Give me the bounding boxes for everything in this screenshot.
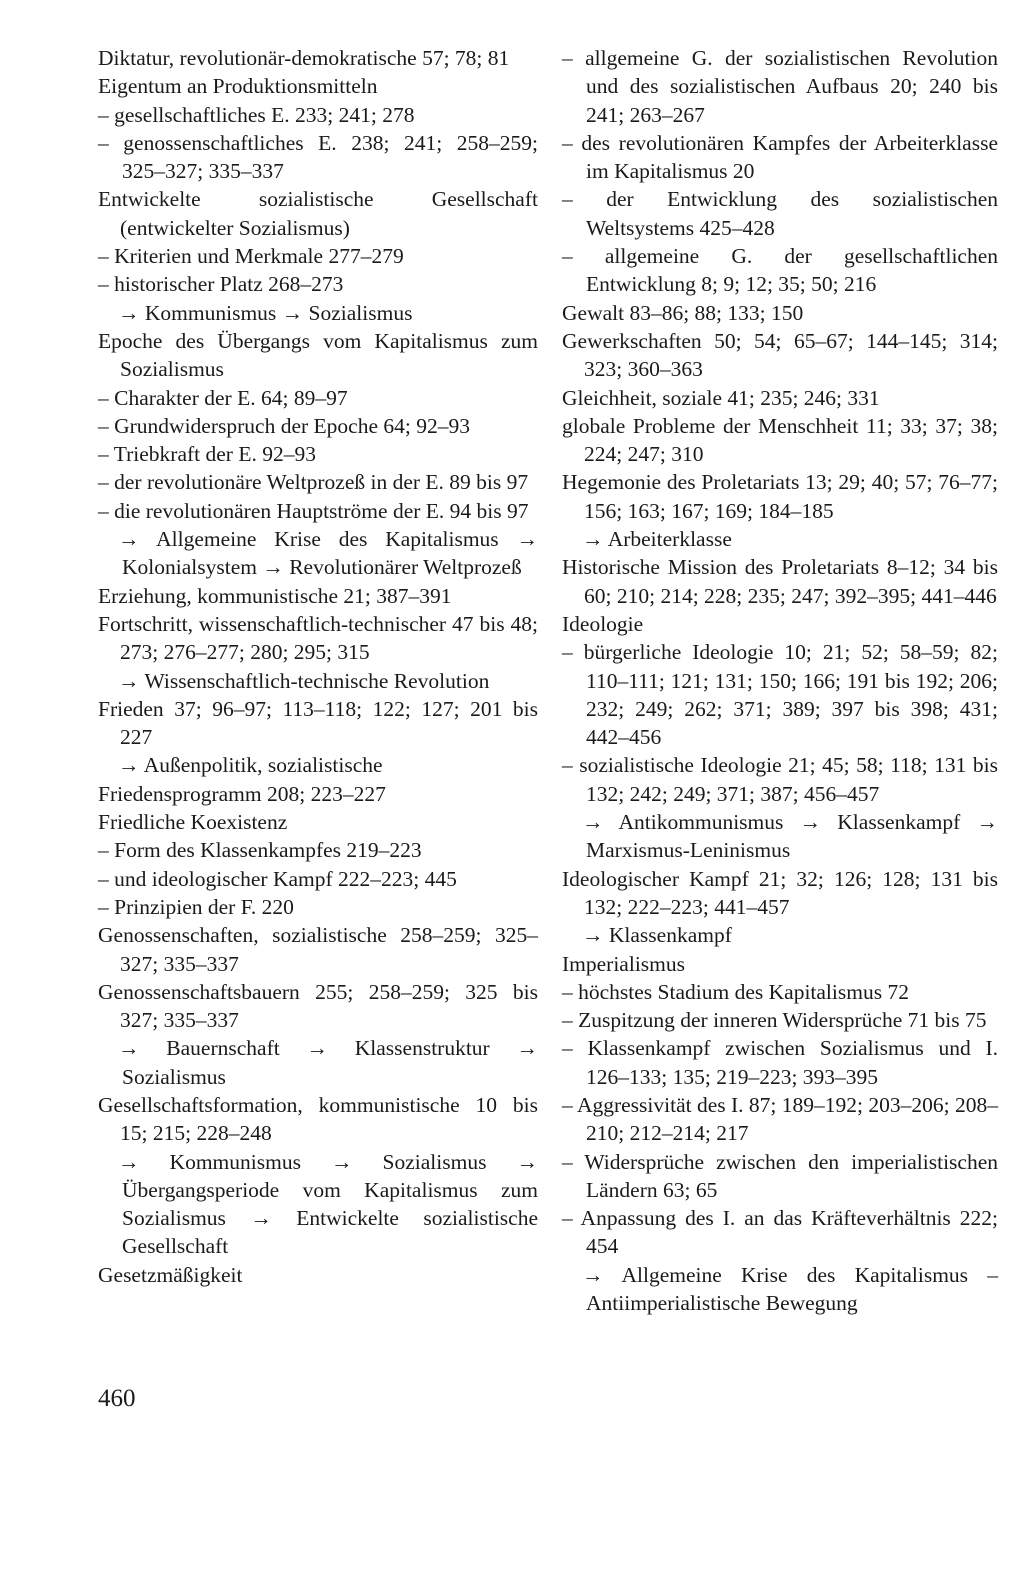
index-entry: Entwickelte sozialistische Gesellschaft (entwickelter Sozialismus) [98,187,538,240]
index-cross-reference: → Außenpolitik, sozialistische [118,753,383,778]
index-entry: Gesellschaftsformation, kommunistische 10 bis 15; 215; 228–248 [98,1092,538,1146]
index-cross-reference: → Kommunismus → Sozialismus → Übergangsperiode vom Kapitalismus zum Sozialismus → Entwickelte sozialistische Gesellschaft [118,1149,538,1259]
index-cross-reference: → Klassenkampf [582,923,732,948]
index-entry: globale Probleme der Menschheit 11; 33; 37; 38; 224; 247; 310 [562,413,998,467]
index-entry: Epoche des Übergangs vom Kapitalismus zum Sozialismus [98,328,538,382]
index-subentry: – Zuspitzung der inneren Widersprüche 71 bis 75 [562,1008,987,1033]
index-subentry: – Widersprüche zwischen den imperialistischen Ländern 63; 65 [562,1149,998,1202]
index-entry: Diktatur, revolutionär-demokratische 57; 78; 81 [98,46,510,70]
index-column-right [562,44,998,1317]
index-entry: Ideologischer Kampf 21; 32; 126; 128; 131 bis 132; 222–223; 441–457 [562,866,998,919]
index-subentry: – sozialistische Ideologie 21; 45; 58; 118; 131 bis 132; 242; 249; 371; 387; 456–457 [562,753,998,806]
index-cross-reference: → Allgemeine Krise des Kapitalismus – Antiimperialistische Bewegung [582,1262,998,1316]
page-number: 460 [98,1385,136,1412]
index-entry: Friedensprogramm 208; 223–227 [98,781,386,806]
index-entry: Eigentum an Produktionsmitteln [98,74,378,99]
index-subentry: – der revolutionäre Weltprozeß in der E. 89 bis 97 [98,470,529,495]
index-subentry: – Form des Klassenkampfes 219–223 [98,838,422,863]
index-subentry: – Charakter der E. 64; 89–97 [98,385,348,410]
index-entry: Hegemonie des Proletariats 13; 29; 40; 57; 76–77; 156; 163; 167; 169; 184–185 [562,470,998,523]
index-entry: Gesetzmäßigkeit [98,1262,243,1287]
index-subentry: – Anpassung des I. an das Kräfteverhältnis 222; 454 [562,1206,998,1259]
index-entry: Erziehung, kommunistische 21; 387–391 [98,583,452,608]
index-entry: Gleichheit, soziale 41; 235; 246; 331 [562,385,880,410]
index-subentry: – Aggressivität des I. 87; 189–192; 203–206; 208–210; 212–214; 217 [562,1092,998,1146]
index-cross-reference: → Wissenschaftlich-technische Revolution [118,668,490,693]
index-entry: Fortschritt, wissenschaftlich-technischer 47 bis 48; 273; 276–277; 280; 295; 315 [98,611,538,665]
index-column-left [98,44,538,1289]
index-entry: Ideologie [562,611,644,636]
index-subentry: – gesellschaftliches E. 233; 241; 278 [98,102,415,127]
index-cross-reference: → Arbeiterklasse [582,527,732,552]
index-subentry: – des revolutionären Kampfes der Arbeiterklasse im Kapitalismus 20 [562,130,998,184]
index-subentry: – Triebkraft der E. 92–93 [98,442,316,467]
index-subentry: – genossenschaftliches E. 238; 241; 258–259; 325–327; 335–337 [98,130,538,184]
index-cross-reference: → Antikommunismus → Klassenkampf → Marxismus-Leninismus [582,810,998,863]
index-subentry: – Kriterien und Merkmale 277–279 [98,244,404,269]
index-entry: Friedliche Koexistenz [98,810,288,835]
index-subentry: – historischer Platz 268–273 [98,272,344,297]
index-subentry: – Klassenkampf zwischen Sozialismus und I. 126–133; 135; 219–223; 393–395 [562,1036,998,1089]
index-subentry: – höchstes Stadium des Kapitalismus 72 [562,979,909,1004]
index-subentry: – allgemeine G. der sozialistischen Revolution und des sozialistischen Aufbaus 20; 240 bis 241; 263–267 [562,46,998,127]
index-entry: Historische Mission des Proletariats 8–12; 34 bis 60; 210; 214; 228; 235; 247; 392–395; 441–446 [562,555,998,608]
index-entry: Frieden 37; 96–97; 113–118; 122; 127; 201 bis 227 [98,696,538,750]
index-cross-reference: → Kommunismus → Sozialismus [118,300,413,325]
index-entry: Genossenschaftsbauern 255; 258–259; 325 bis 327; 335–337 [98,979,538,1033]
index-cross-reference: → Bauernschaft → Klassenstruktur → Sozialismus [118,1036,538,1089]
index-subentry: – allgemeine G. der gesellschaftlichen Entwicklung 8; 9; 12; 35; 50; 216 [562,244,998,297]
index-subentry: – und ideologischer Kampf 222–223; 445 [98,866,457,891]
index-subentry: – bürgerliche Ideologie 10; 21; 52; 58–59; 82; 110–111; 121; 131; 150; 166; 191 bis 192; 206; 232; 249; 262; 371; 389; 397 bis 398; 431; 442–456 [562,640,998,750]
index-subentry: – Prinzipien der F. 220 [98,894,294,919]
index-entry: Imperialismus [562,951,686,976]
index-entry: Gewerkschaften 50; 54; 65–67; 144–145; 314; 323; 360–363 [562,328,998,382]
index-entry: Gewalt 83–86; 88; 133; 150 [562,300,804,325]
index-subentry: – die revolutionären Hauptströme der E. 94 bis 97 [98,498,529,523]
index-subentry: – der Entwicklung des sozialistischen Weltsystems 425–428 [562,187,998,240]
index-subentry: – Grundwiderspruch der Epoche 64; 92–93 [98,413,470,438]
index-entry: Genossenschaften, sozialistische 258–259; 325–327; 335–337 [98,923,538,976]
index-cross-reference: → Allgemeine Krise des Kapitalismus → Kolonialsystem → Revolutionärer Weltprozeß [118,527,538,580]
